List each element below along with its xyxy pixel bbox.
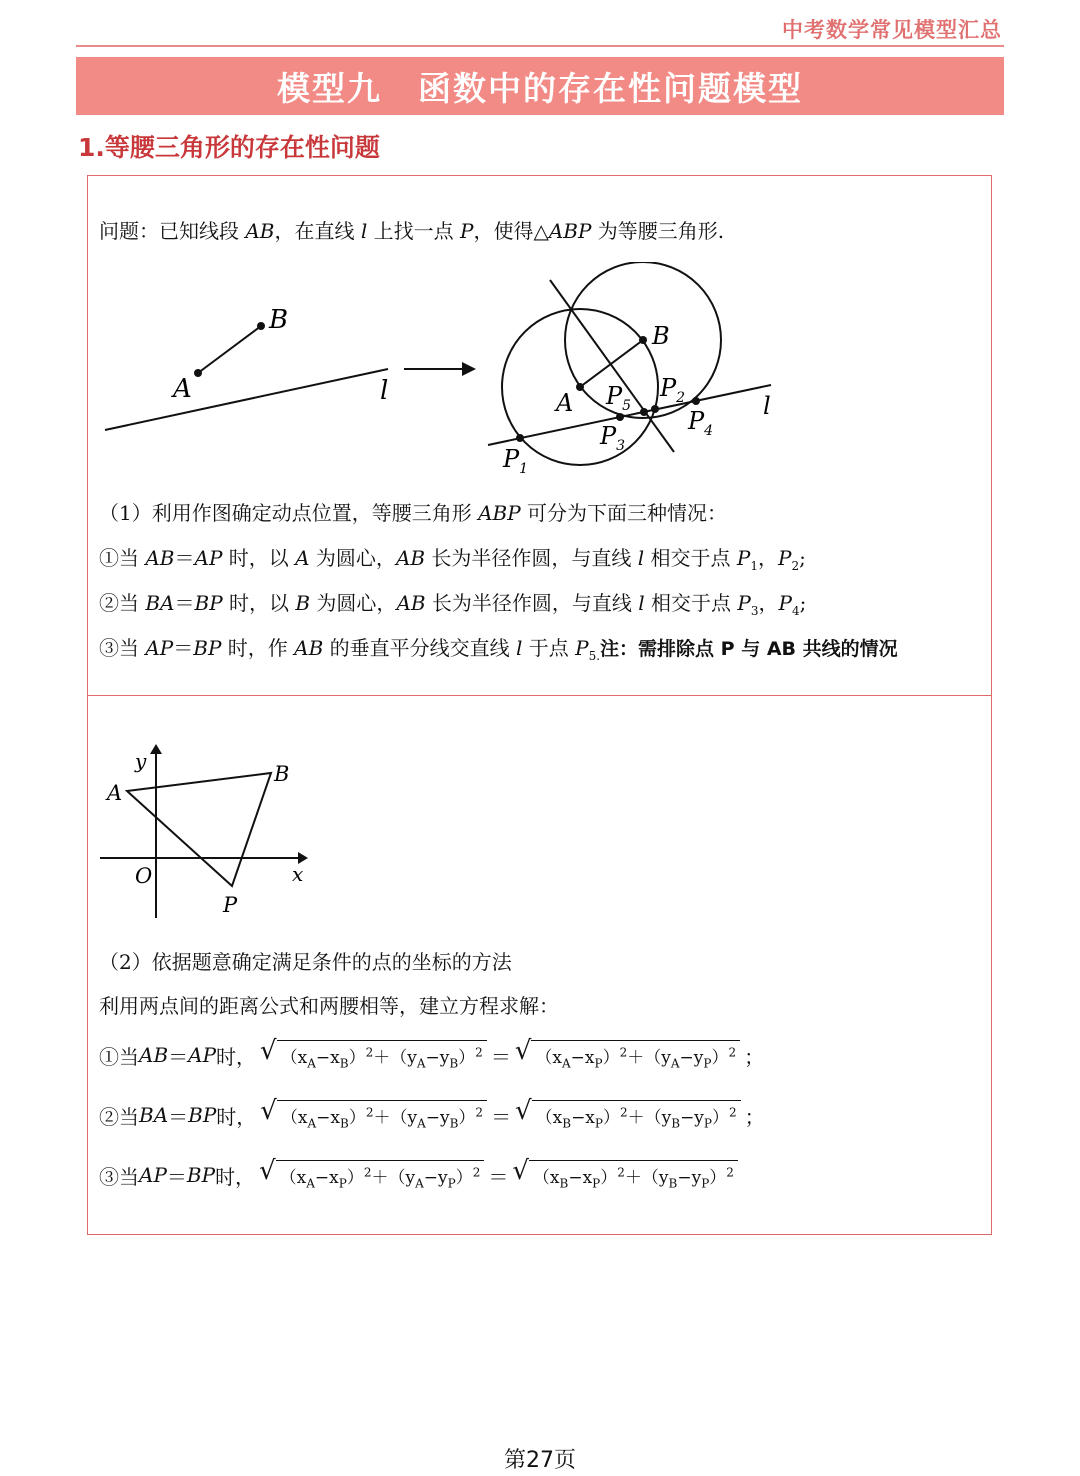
point-p2: [651, 405, 659, 413]
point-p3: [616, 413, 624, 421]
point-p1: [516, 434, 524, 442]
line-l: [488, 385, 771, 445]
label-b: B: [269, 305, 289, 335]
label-l: l: [380, 376, 389, 406]
header-rule: [76, 45, 1004, 47]
label-p5: $P_5$: [606, 382, 632, 414]
sqrt-right: √ $(x_B-x_P)^2+(y_B-y_P)^2$: [512, 1160, 738, 1190]
sqrt-left: √ $(x_A-x_P)^2+(y_A-y_P)^2$: [259, 1160, 484, 1190]
method-subheading: 利用两点间的距离公式和两腰相等，建立方程求解：: [99, 994, 559, 1018]
y-axis-arrow-icon: [150, 744, 162, 754]
construction-heading: （1）利用作图确定动点位置，等腰三角形 ABP 可分为下面三种情况：: [99, 501, 728, 525]
segment-ab: [198, 326, 261, 373]
point-b: [257, 322, 265, 330]
label-l: l: [763, 392, 771, 420]
model-banner: [76, 57, 1004, 115]
banner-title: 函数中的存在性问题模型: [418, 68, 803, 108]
case-2: ②当 BA＝BP 时，以 B 为圆心，AB 长为半径作圆，与直线 l 相交于点 $P_3$，$P_4$;: [99, 591, 807, 618]
case-3: ③当 AP＝BP 时，作 AB 的垂直平分线交直线 l 于点 $P_{5.}$注：需排除点 P 与 AB 共线的情况: [99, 636, 898, 663]
label-b: B: [274, 762, 290, 786]
point-p4: [692, 397, 700, 405]
case-1: ①当 AB＝AP 时，以 A 为圆心，AB 长为半径作圆，与直线 l 相交于点 $P_1$，$P_2$;: [99, 546, 806, 573]
label-y: y: [135, 749, 147, 773]
label-p3: $P_3$: [600, 422, 626, 454]
label-p2: $P_2$: [660, 374, 686, 406]
method-heading: （2）依据题意确定满足条件的点的坐标的方法: [99, 950, 512, 974]
sqrt-right: √ $(x_A-x_P)^2+(y_A-y_P)^2$: [515, 1040, 740, 1070]
sqrt-right: √ $(x_B-x_P)^2+(y_B-y_P)^2$: [515, 1100, 741, 1130]
formula-2: ②当 BA ＝ BP 时， √ $(x_A-x_B)^2+(y_A-y_B)^2$ ＝ √ $(x_B-x_P)^2+(y_B-y_P)^2$ ；: [99, 1096, 765, 1131]
label-p: P: [223, 893, 238, 917]
label-b: B: [652, 322, 670, 350]
label-a: A: [173, 374, 192, 404]
document-header-title: 中考数学常见模型汇总: [782, 18, 1002, 42]
sqrt-left: √ $(x_A-x_B)^2+(y_A-y_B)^2$: [260, 1100, 487, 1130]
segment-line-figure: [95, 295, 405, 445]
label-a: A: [556, 389, 574, 417]
coordinate-figure: [95, 740, 325, 925]
point-a: [576, 383, 584, 391]
banner-model-number: 模型九: [277, 68, 382, 108]
formula-1: ①当 AB ＝ AP 时， √ $(x_A-x_B)^2+(y_A-y_B)^2$ ＝ √ $(x_A-x_P)^2+(y_A-y_P)^2$ ；: [99, 1036, 765, 1071]
exclusion-note: 注：需排除点 P 与 AB 共线的情况: [600, 638, 898, 660]
formula-3: ③当 AP ＝ BP 时， √ $(x_A-x_P)^2+(y_A-y_P)^2$ ＝ √ $(x_B-x_P)^2+(y_B-y_P)^2$: [99, 1160, 742, 1190]
arrow-icon: [402, 358, 478, 380]
label-p1: $P_1$: [503, 445, 529, 477]
point-b: [639, 336, 647, 344]
segment-ab: [580, 340, 643, 387]
label-a: A: [107, 781, 123, 805]
problem-statement: 问题：已知线段 AB，在直线 l 上找一点 P，使得△ABP 为等腰三角形.: [99, 219, 725, 243]
point-p5: [640, 408, 648, 416]
sqrt-left: √ $(x_A-x_B)^2+(y_A-y_B)^2$: [260, 1040, 487, 1070]
construction-figure: [480, 262, 790, 482]
section-heading: 1.等腰三角形的存在性问题: [78, 133, 380, 162]
label-p4: $P_4$: [688, 407, 714, 439]
label-o: O: [135, 864, 153, 888]
line-l: [105, 369, 388, 430]
page-number: 第27页: [504, 1448, 576, 1473]
point-a: [194, 369, 202, 377]
label-x: x: [292, 862, 304, 886]
